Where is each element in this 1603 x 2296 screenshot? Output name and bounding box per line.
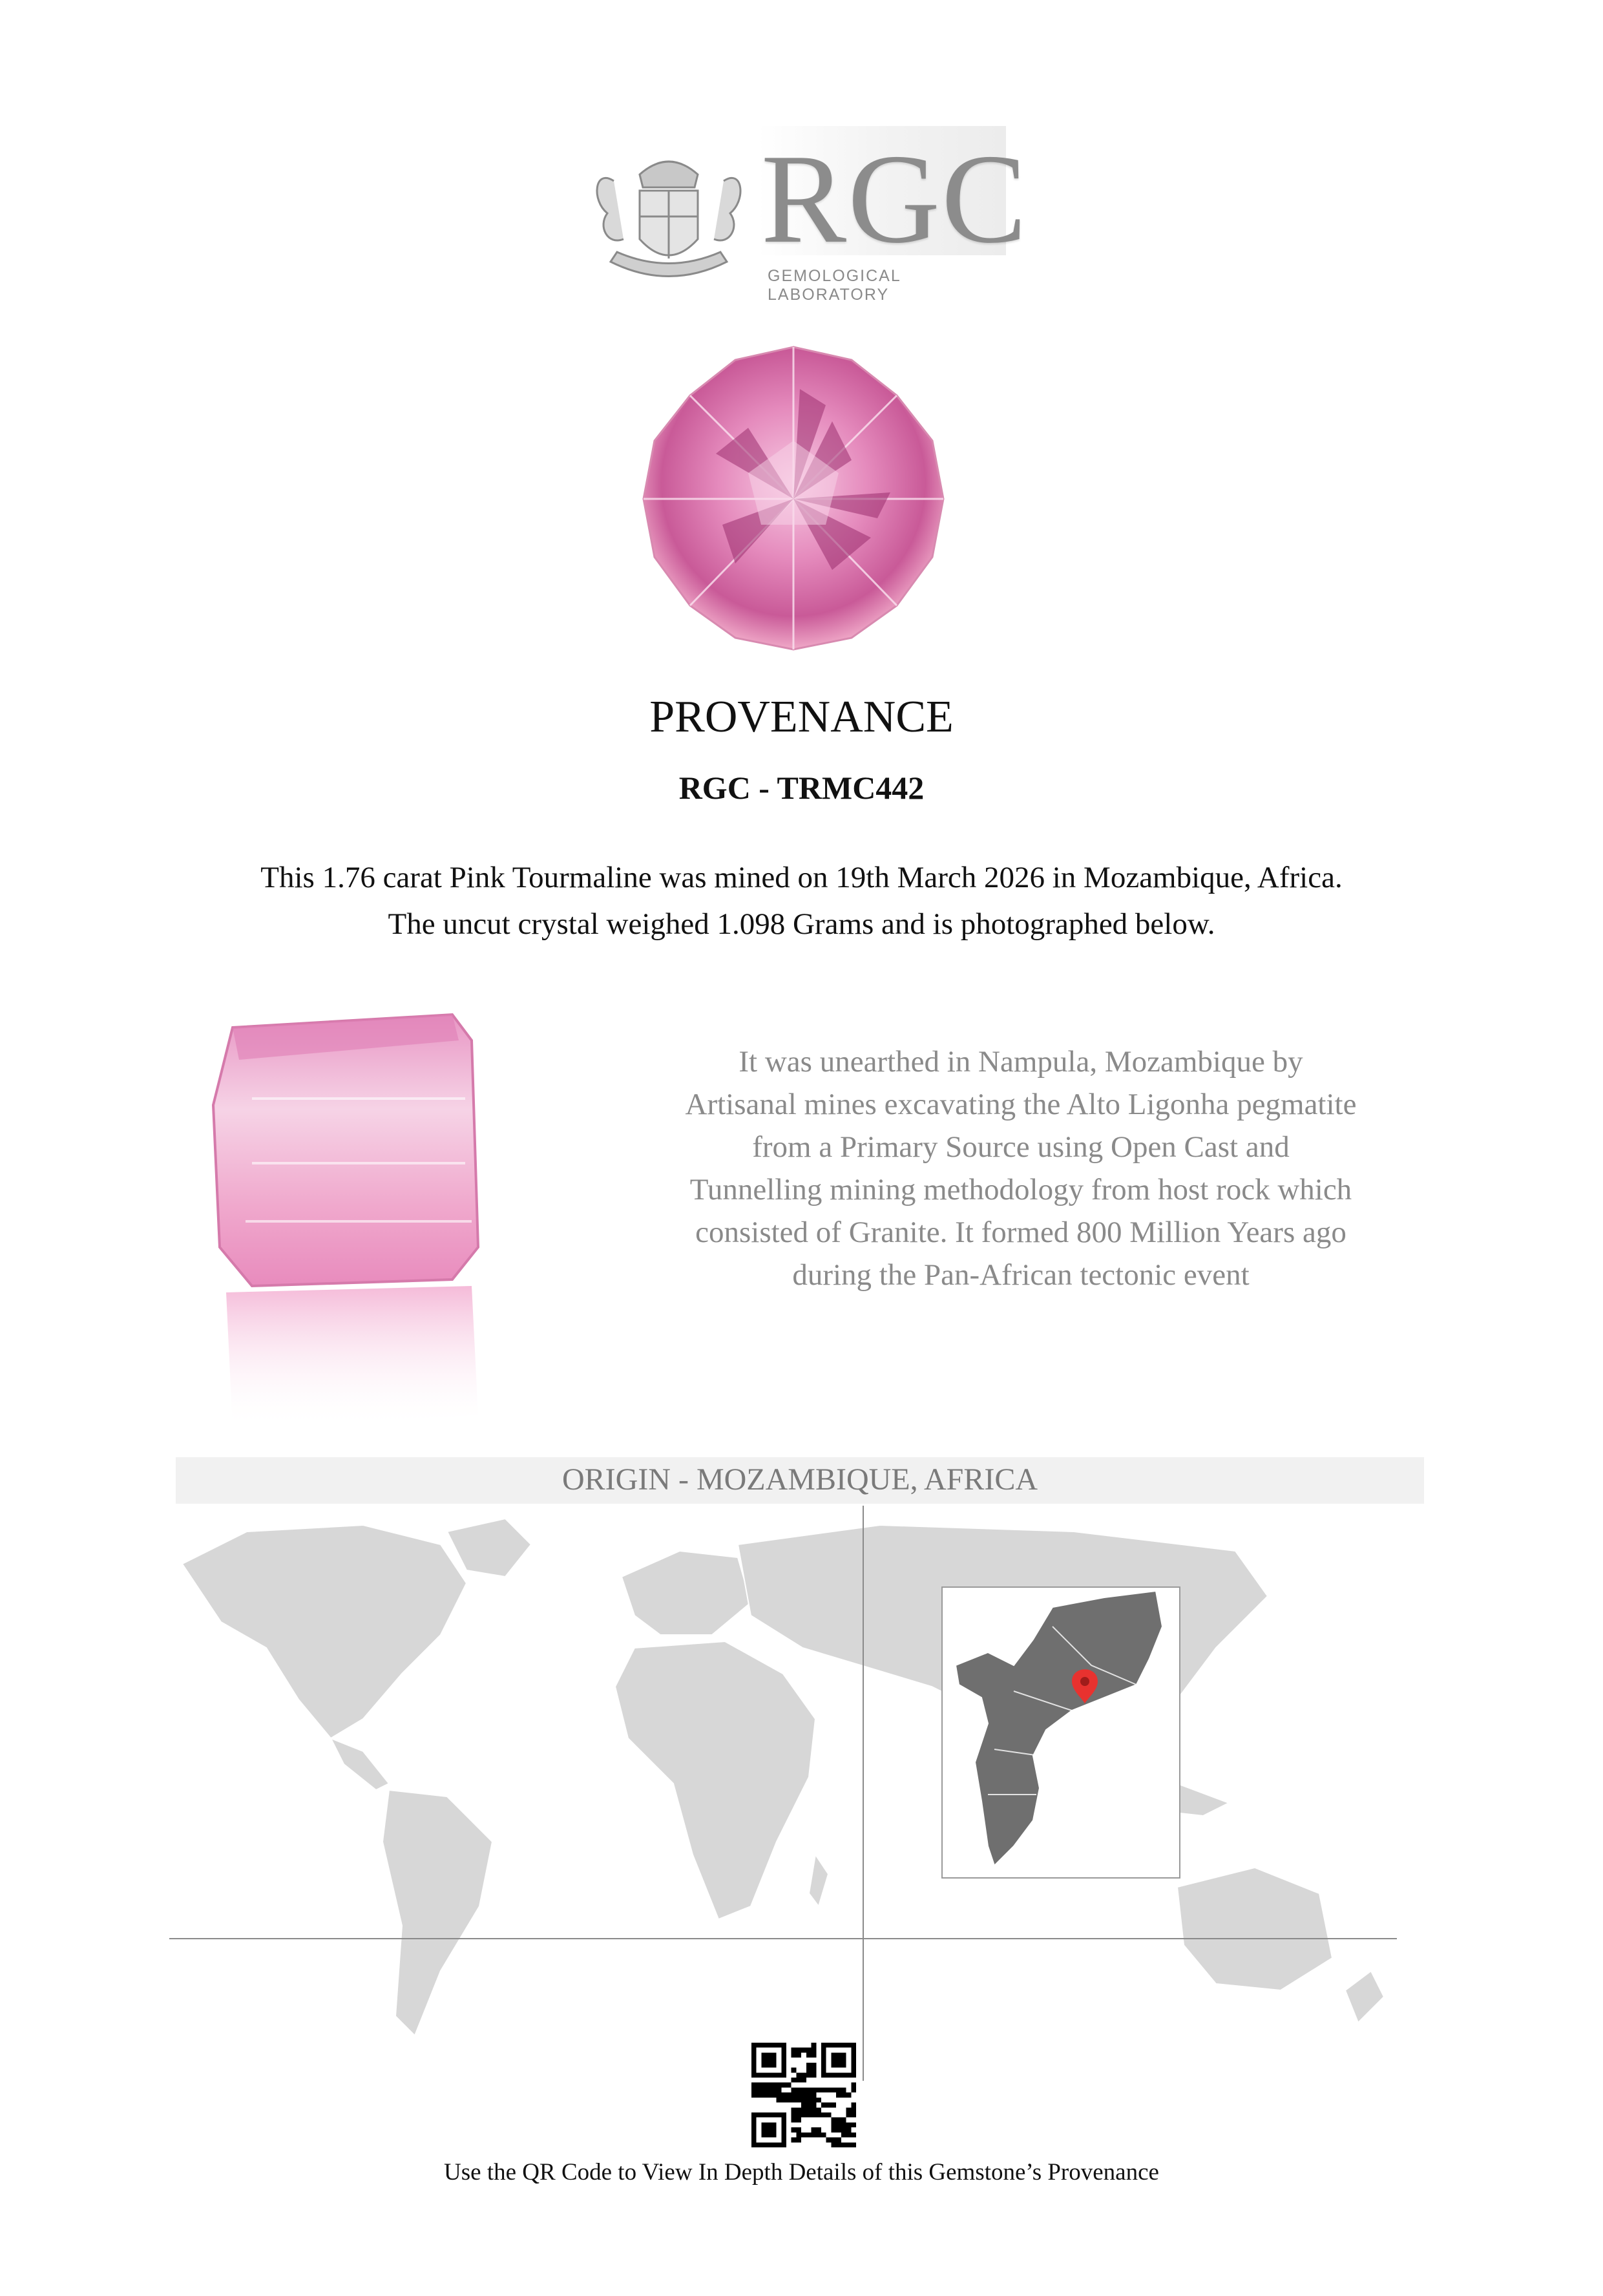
logo-subtitle: GEMOLOGICAL LABORATORY xyxy=(768,267,901,304)
mozambique-inset-map xyxy=(941,1586,1180,1879)
gem-description xyxy=(129,854,1474,947)
description-line: The uncut crystal weighed 1.098 Grams and is photographed below. xyxy=(388,907,1215,941)
mozambique-country-map xyxy=(943,1588,1179,1877)
qr-code[interactable] xyxy=(751,2043,856,2147)
reference-number: RGC - TRMC442 xyxy=(678,770,925,806)
description-line: This 1.76 carat Pink Tourmaline was mined on 19th March 2026 in Mozambique, Africa. xyxy=(260,861,1343,894)
qr-code-icon xyxy=(751,2043,856,2147)
logo-wordmark: RGC xyxy=(761,128,1029,269)
geology-line: It was unearthed in Nampula, Mozambique by xyxy=(739,1045,1303,1079)
cut-gemstone-image xyxy=(638,344,948,653)
world-map xyxy=(169,1506,1397,2081)
rgc-logo xyxy=(588,126,1029,304)
geology-line: Artisanal mines excavating the Alto Ligonha pegmatite xyxy=(685,1088,1357,1121)
origin-label: ORIGIN - MOZAMBIQUE, AFRICA xyxy=(561,1462,1038,1497)
geology-text xyxy=(640,1040,1402,1296)
geology-line: from a Primary Source using Open Cast and xyxy=(752,1130,1290,1164)
heraldic-crest-icon xyxy=(588,142,749,294)
geology-line: consisted of Granite. It formed 800 Million Years ago xyxy=(695,1216,1346,1249)
page-title: PROVENANCE xyxy=(649,692,954,742)
geology-line: Tunnelling mining methodology from host rock which xyxy=(689,1173,1352,1206)
qr-caption: Use the QR Code to View In Depth Details of this Gemstone’s Provenance xyxy=(444,2159,1159,2185)
rough-crystal-image xyxy=(194,1002,530,1428)
geology-line: during the Pan-African tectonic event xyxy=(792,1258,1250,1292)
